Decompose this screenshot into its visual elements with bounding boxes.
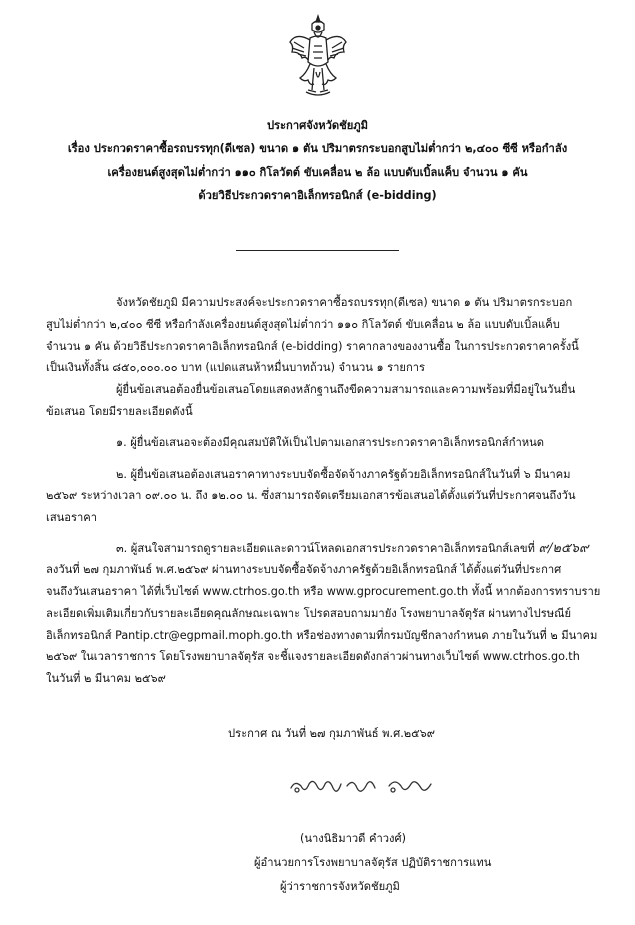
- item-3-line-4: ละเอียดเพิ่มเติมเกี่ยวกับรายละเอียดคุณลักษณะเฉพาะ โปรดสอบถามมายัง โรงพยาบาลจัตุรัส ผ่านทางไปรษณีย์: [46, 607, 572, 620]
- item-3-line-6: ๒๕๖๙ ในเวลาราชการ โดยโรงพยาบาลจัตุรัส จะชี้แจงรายละเอียดดังกล่าวผ่านทางเว็บไซต์ www.ctrhos.go.th: [46, 650, 580, 663]
- item-3-line-1: [116, 542, 589, 556]
- announce-date: ประกาศ ณ วันที่ ๒๗ กุมภาพันธ์ พ.ศ.๒๕๖๙: [228, 727, 435, 740]
- item-3-line-2: ลงวันที่ ๒๗ กุมภาพันธ์ พ.ศ.๒๕๖๙ ผ่านทางระบบจัดซื้อจัดจ้างภาครัฐด้วยอิเล็กทรอนิกส์ ได้ตั้งแต่วันที่ประกาศ: [46, 563, 562, 576]
- item-3-line-7: ในวันที่ ๒ มีนาคม ๒๕๖๙: [46, 672, 166, 685]
- intro-line-1: จังหวัดชัยภูมิ มีความประสงค์จะประกวดราคาซื้อรถบรรทุก(ดีเซล) ขนาด ๑ ตัน ปริมาตรกระบอก: [116, 296, 573, 309]
- item-3-line-3: จนถึงวันเสนอราคา ได้ที่เว็บไซต์ www.ctrhos.go.th หรือ www.gprocurement.go.th ทั้งนี้ หากต้องการทราบราย: [46, 585, 601, 598]
- item-2-line-1: ๒. ผู้ยื่นข้อเสนอต้องเสนอราคาทางระบบจัดซื้อจัดจ้างภาครัฐด้วยอิเล็กทรอนิกส์ในวันที่ ๖ มีนาคม: [116, 468, 571, 481]
- signatory-position-2: ผู้ว่าราชการจังหวัดชัยภูมิ: [280, 880, 400, 893]
- item-2-line-3: เสนอราคา: [46, 511, 98, 524]
- signatory-position-1: ผู้อำนวยการโรงพยาบาลจัตุรัส ปฏิบัติราชการแทน: [254, 856, 492, 869]
- qualify-line-1: ผู้ยื่นข้อเสนอต้องยื่นข้อเสนอโดยแสดงหลักฐานถึงขีดความสามารถและความพร้อมที่มีอยู่ในวันยื่น: [116, 383, 576, 396]
- item-3-line-5: อิเล็กทรอนิกส์ Pantip.ctr@egpmail.moph.go.th หรือช่องทางตามที่กรมบัญชีกลางกำหนด ภายในวันที่ ๒ มีนาคม: [46, 629, 598, 642]
- divider-line: [236, 250, 399, 251]
- item-2-line-2: ๒๕๖๙ ระหว่างเวลา ๐๙.๐๐ น. ถึง ๑๒.๐๐ น. ซึ่งสามารถจัดเตรียมเอกสารข้อเสนอได้ตั้งแต่วันที่ประกาศจนถึงวัน: [46, 489, 576, 502]
- intro-line-3: จำนวน ๑ คัน ด้วยวิธีประกวดราคาอิเล็กทรอนิกส์ (e-bidding) ราคากลางของงานซื้อ ในการประกวดราคาครั้งนี้: [46, 340, 579, 353]
- intro-line-2: สูบไม่ต่ำกว่า ๒,๔๐๐ ซีซี หรือกำลังเครื่องยนต์สูงสุดไม่ต่ำกว่า ๑๑๐ กิโลวัตต์ ขับเคลื่อน ๒ ล้อ แบบดับเบิ้ลแค็บ: [46, 318, 560, 331]
- item-1: ๑. ผู้ยื่นข้อเสนอจะต้องมีคุณสมบัติให้เป็นไปตามเอกสารประกวดราคาอิเล็กทรอนิกส์กำหนด: [116, 436, 545, 449]
- signatory-name: (นางนิธิมาวดี คำวงศ์): [300, 832, 406, 845]
- qualify-line-2: ข้อเสนอ โดยมีรายละเอียดดังนี้: [46, 405, 193, 418]
- intro-line-4: เป็นเงินทั้งสิ้น ๘๕๐,๐๐๐.๐๐ บาท (แปดแสนห้าหมื่นบาทถ้วน) จำนวน ๑ รายการ: [46, 361, 426, 374]
- subject-line-1: เรื่อง ประกวดราคาซื้อรถบรรทุก(ดีเซล) ขนาด ๑ ตัน ปริมาตรกระบอกสูบไม่ต่ำกว่า ๒,๔๐๐ ซีซี หรือกำลัง: [67, 142, 568, 155]
- agency-heading: ประกาศจังหวัดชัยภูมิ: [266, 119, 369, 132]
- subject-line-2: เครื่องยนต์สูงสุดไม่ต่ำกว่า ๑๑๐ กิโลวัตต์ ขับเคลื่อน ๒ ล้อ แบบดับเบิ้ลแค็บ จำนวน ๑ คัน: [107, 166, 528, 179]
- document-number-handwritten: ๙/๒๕๖๙: [538, 541, 589, 556]
- subject-line-3: ด้วยวิธีประกวดราคาอิเล็กทรอนิกส์ (e-bidding): [198, 189, 437, 202]
- signature-icon: [285, 766, 455, 808]
- item-3-first: ๓. ผู้สนใจสามารถดูรายละเอียดและดาวน์โหลดเอกสารประกวดราคาอิเล็กทรอนิกส์เลขที่: [116, 542, 535, 555]
- garuda-emblem-icon: [286, 12, 350, 100]
